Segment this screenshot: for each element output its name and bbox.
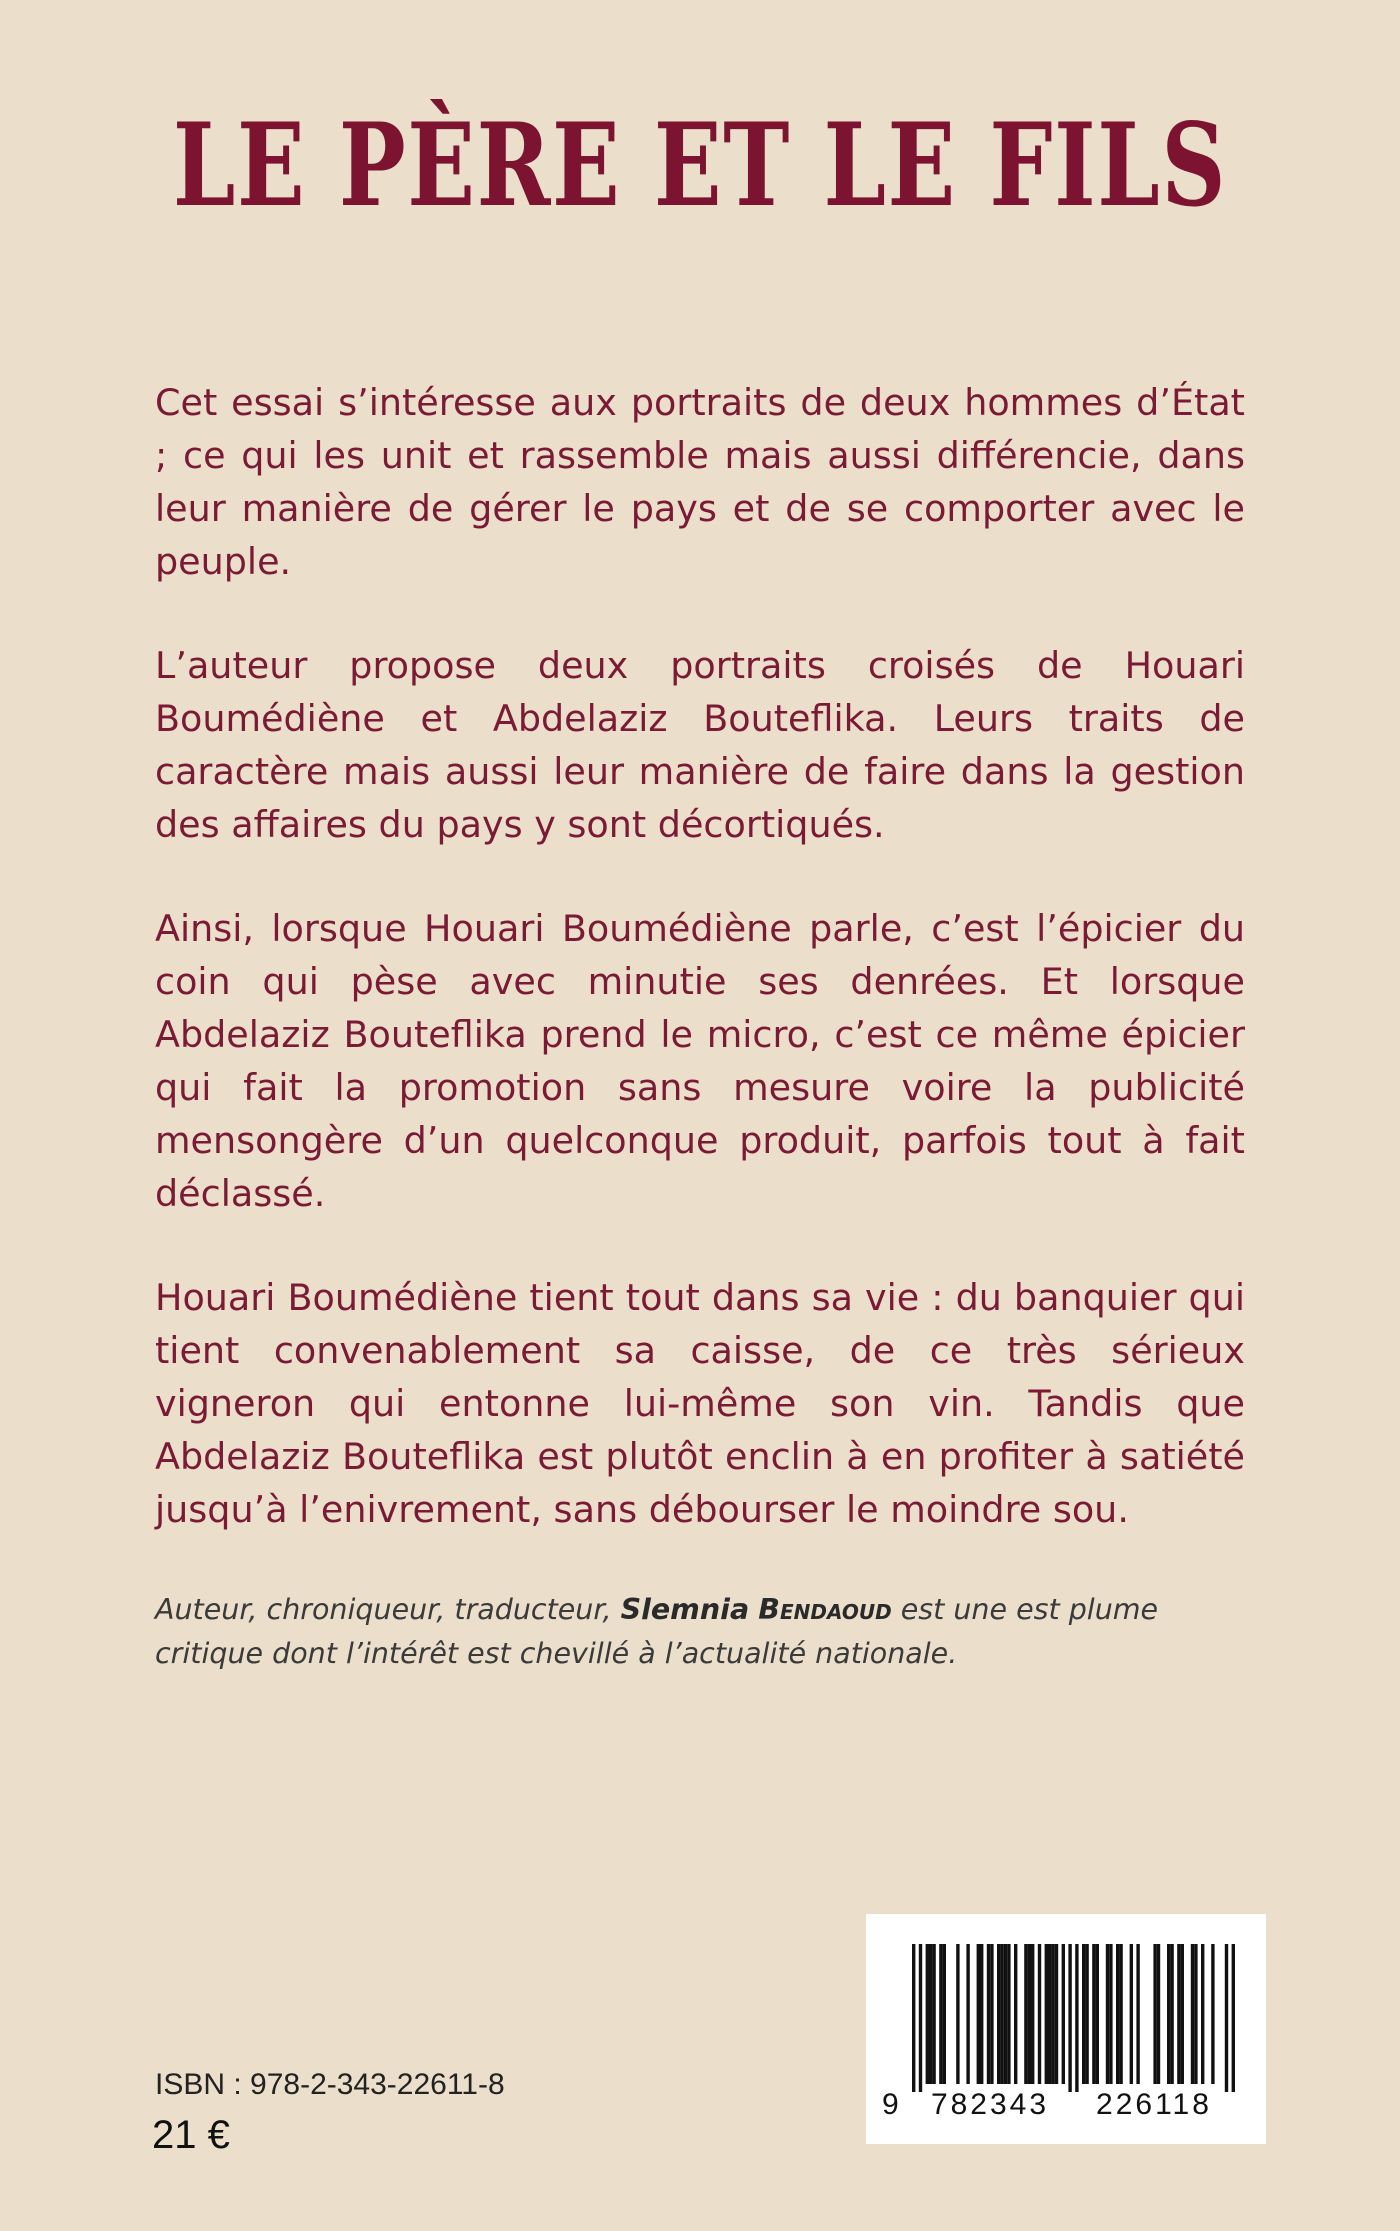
barcode-bar bbox=[1028, 1944, 1031, 2084]
blurb-paragraph-2: L’auteur propose deux portraits croisés de Houari Boumédiène et Abdelaziz Bouteflika. Leurs traits de caractère mais aussi leur manière de faire dans la gestion des affaires du pays y sont décortiqués. bbox=[155, 644, 1245, 846]
blurb-paragraph-3: Ainsi, lorsque Houari Boumédiène parle, c’est l’épicier du coin qui pèse avec minutie ses denrées. Et lorsque Abdelaziz Bouteflika prend le micro, c’est ce même épicier qui fait la promotion sans mesure voire la publicité mensongère d’un quelconque produit, parfois tout à fait déclassé. bbox=[155, 907, 1245, 1215]
barcode-bar bbox=[1181, 1944, 1184, 2084]
barcode-bar bbox=[1007, 1944, 1010, 2084]
barcode-bar bbox=[1177, 1944, 1180, 2084]
barcode-bar bbox=[990, 1944, 993, 2084]
blurb-paragraph-4: Houari Boumédiène tient tout dans sa vie : du banquier qui tient convenablement sa caisse, de ce très sérieux vigneron qui entonne lui-même son vin. Tandis que Abdelaziz Bouteflika est plutôt enclin à en profiter à satiété jusqu’à l’enivrement, sans débourser le moindre sou. bbox=[155, 1276, 1245, 1531]
author-last-name: Bendaoud bbox=[758, 1593, 892, 1626]
barcode-bar bbox=[956, 1944, 959, 2084]
barcode-bar bbox=[1130, 1944, 1133, 2084]
barcode bbox=[866, 1914, 1266, 2144]
barcode-bar bbox=[1082, 1944, 1085, 2084]
barcode-bar bbox=[1062, 1944, 1065, 2084]
barcode-bar bbox=[1038, 1944, 1041, 2084]
barcode-bar bbox=[912, 1944, 915, 2092]
barcode-bar bbox=[997, 1944, 1000, 2084]
author-first-name: Slemnia bbox=[620, 1593, 750, 1626]
barcode-bar bbox=[1051, 1944, 1054, 2084]
bio-suffix: est une est plume critique dont l’intérêt est chevillé à l’actualité nationale. bbox=[155, 1593, 1159, 1670]
barcode-bar bbox=[1048, 1944, 1051, 2084]
barcode-bar bbox=[1170, 1944, 1173, 2084]
barcode-bar bbox=[926, 1944, 929, 2084]
barcode-bar bbox=[1000, 1944, 1003, 2084]
barcode-bar bbox=[1075, 1944, 1078, 2092]
barcode-bar bbox=[939, 1944, 942, 2084]
barcode-bar bbox=[1106, 1944, 1109, 2084]
barcode-right-digits: 226118 bbox=[1096, 2088, 1212, 2121]
barcode-bar bbox=[1225, 1944, 1228, 2092]
barcode-bar bbox=[1096, 1944, 1099, 2084]
book-title: LE PÈRE ET LE FILS bbox=[172, 98, 1228, 232]
barcode-bar bbox=[1045, 1944, 1048, 2084]
barcode-bar bbox=[1055, 1944, 1058, 2084]
barcode-bar bbox=[966, 1944, 969, 2084]
isbn-label: ISBN : 978-2-343-22611-8 bbox=[155, 2068, 505, 2101]
barcode-bar bbox=[1167, 1944, 1170, 2084]
barcode-bar bbox=[1119, 1944, 1122, 2084]
barcode-bar bbox=[1157, 1944, 1160, 2084]
barcode-bar bbox=[929, 1944, 932, 2084]
barcode-bar bbox=[943, 1944, 946, 2084]
barcode-bar bbox=[919, 1944, 922, 2092]
barcode-bar bbox=[1092, 1944, 1095, 2084]
barcode-bar bbox=[1031, 1944, 1034, 2084]
barcode-bar bbox=[1068, 1944, 1071, 2092]
barcode-bar bbox=[1211, 1944, 1214, 2084]
barcode-bar bbox=[1136, 1944, 1139, 2084]
barcode-bar bbox=[1004, 1944, 1007, 2084]
barcode-bar bbox=[1201, 1944, 1204, 2084]
barcode-bar bbox=[1194, 1944, 1197, 2084]
barcode-left-digits: 782343 bbox=[930, 2088, 1050, 2121]
barcode-bar bbox=[977, 1944, 980, 2084]
blurb-paragraph-1: Cet essai s’intéresse aux portraits de deux hommes d’État ; ce qui les unit et rassemble mais aussi différencie, dans leur manière de gérer le pays et de se comporter avec le peuple. bbox=[155, 381, 1245, 583]
barcode-bar bbox=[1191, 1944, 1194, 2084]
barcode-bars bbox=[912, 1944, 1235, 2092]
price-label: 21 € bbox=[152, 2113, 230, 2157]
barcode-bar bbox=[1116, 1944, 1119, 2084]
barcode-bar bbox=[987, 1944, 990, 2084]
barcode-bar bbox=[1232, 1944, 1235, 2092]
bio-prefix: Auteur, chroniqueur, traducteur, bbox=[155, 1593, 621, 1626]
barcode-first-digit: 9 bbox=[882, 2088, 899, 2121]
barcode-bar bbox=[932, 1944, 935, 2084]
barcode-image bbox=[866, 1914, 1266, 2144]
barcode-bar bbox=[1024, 1944, 1027, 2084]
barcode-bar bbox=[1109, 1944, 1112, 2084]
barcode-bar bbox=[1085, 1944, 1088, 2084]
barcode-bar bbox=[980, 1944, 983, 2084]
barcode-bar bbox=[1014, 1944, 1017, 2084]
back-cover-blurb bbox=[155, 376, 1245, 1587]
barcode-bar bbox=[1153, 1944, 1156, 2084]
author-bio bbox=[155, 1588, 1245, 1676]
